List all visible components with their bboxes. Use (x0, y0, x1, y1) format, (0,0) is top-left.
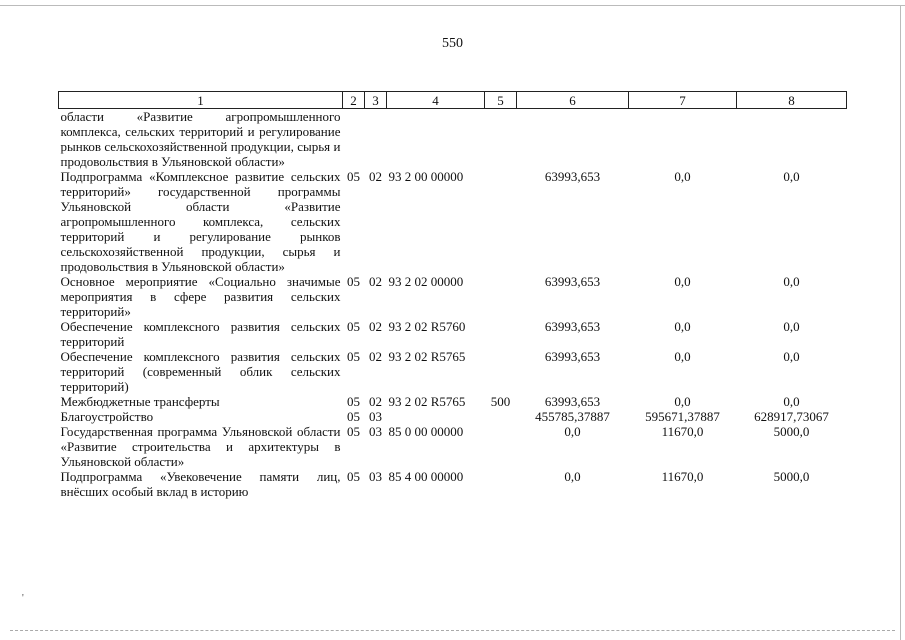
row-name: Подпрограмма «Комплексное развитие сельских территорий» государственной программы Ульяновской области «Развитие агропромышленного комплекса, сельских территорий и регулирование рынков сельскохозяйственной продукции, сырья и продовольствия в Ульяновской области» (60, 169, 341, 274)
amount-col8: 0,0 (783, 394, 800, 409)
expense-type-code (485, 274, 517, 319)
subsection-code (365, 109, 387, 170)
amount-col6: 63993,653 (544, 319, 601, 334)
scan-edge-bottom (10, 630, 895, 631)
page-number: 550 (442, 36, 463, 51)
amount-col8: 5000,0 (773, 424, 810, 439)
amount-col7: 595671,37887 (645, 409, 720, 424)
expense-type-code (485, 424, 517, 469)
table-row (59, 349, 847, 394)
amount-col7: 11670,0 (661, 469, 704, 484)
row-name: Государственная программа Ульяновской области «Развитие строительства и архитектуры в Ульяновской области» (60, 424, 341, 469)
amount-col6: 0,0 (564, 469, 581, 484)
table-row (59, 274, 847, 319)
amount-col6: 63993,653 (544, 349, 601, 364)
amount-col6: 63993,653 (544, 394, 601, 409)
row-name: Подпрограмма «Увековечение памяти лиц, внёсших особый вклад в историю (60, 469, 341, 499)
amount-col8: 0,0 (783, 349, 800, 364)
subsection-code: 02 (369, 319, 382, 334)
scan-edge-right (900, 5, 901, 640)
column-header: 4 (387, 92, 485, 109)
target-article-code: 85 0 00 00000 (388, 424, 464, 439)
column-header: 3 (365, 92, 387, 109)
amount-col7: 0,0 (674, 349, 691, 364)
target-article-code: 93 2 02 00000 (388, 274, 464, 289)
amount-col8: 0,0 (783, 319, 800, 334)
section-code: 05 (347, 319, 360, 334)
row-name: Межбюджетные трансферты (60, 394, 220, 409)
expense-type-code (485, 109, 517, 170)
amount-col7 (629, 109, 737, 170)
expense-type-code (485, 409, 517, 424)
table-row (59, 424, 847, 469)
section-code: 05 (347, 394, 360, 409)
table-row (59, 169, 847, 274)
table-row (59, 109, 847, 170)
amount-col7: 0,0 (674, 319, 691, 334)
column-header: 8 (737, 92, 847, 109)
row-name: Благоустройство (60, 409, 154, 424)
amount-col7: 11670,0 (661, 424, 704, 439)
row-name: Обеспечение комплексного развития сельских территорий (60, 319, 341, 349)
section-code: 05 (347, 274, 360, 289)
scan-edge-top (0, 5, 905, 6)
amount-col7: 0,0 (674, 169, 691, 184)
amount-col6: 63993,653 (544, 169, 601, 184)
amount-col7: 0,0 (674, 394, 691, 409)
target-article-code (387, 409, 485, 424)
table-row (59, 394, 847, 409)
section-code (343, 109, 365, 170)
target-article-code: 93 2 02 R5765 (388, 349, 466, 364)
amount-col8 (737, 109, 847, 170)
amount-col6: 455785,37887 (535, 409, 610, 424)
row-name: Обеспечение комплексного развития сельских территорий (современный облик сельских территорий) (60, 349, 341, 394)
amount-col6: 0,0 (564, 424, 581, 439)
column-header: 2 (343, 92, 365, 109)
amount-col8: 628917,73067 (754, 409, 829, 424)
column-header: 1 (59, 92, 343, 109)
scan-mark: ' (22, 593, 24, 604)
amount-col6: 63993,653 (544, 274, 601, 289)
section-code: 05 (347, 424, 360, 439)
section-code: 05 (347, 409, 360, 424)
subsection-code: 02 (369, 394, 382, 409)
subsection-code: 02 (369, 169, 382, 184)
amount-col7: 0,0 (674, 274, 691, 289)
column-header: 6 (517, 92, 629, 109)
section-code: 05 (347, 169, 360, 184)
amount-col8: 0,0 (783, 274, 800, 289)
subsection-code: 03 (369, 469, 382, 484)
row-name: области «Развитие агропромышленного комплекса, сельских территорий и регулирование рынков сельскохозяйственной продукции, сырья и продовольствия в Ульяновской области» (60, 109, 341, 169)
expense-type-code: 500 (490, 394, 511, 409)
expense-type-code (485, 349, 517, 394)
expense-type-code (485, 469, 517, 499)
amount-col8: 5000,0 (773, 469, 810, 484)
table-row (59, 409, 847, 424)
column-header: 7 (629, 92, 737, 109)
expense-type-code (485, 169, 517, 274)
target-article-code: 93 2 02 R5760 (388, 319, 466, 334)
amount-col6 (517, 109, 629, 170)
section-code: 05 (347, 349, 360, 364)
target-article-code: 93 2 02 R5765 (388, 394, 466, 409)
table-row (59, 319, 847, 349)
subsection-code: 03 (369, 409, 382, 424)
budget-table (58, 91, 847, 499)
expense-type-code (485, 319, 517, 349)
section-code: 05 (347, 469, 360, 484)
amount-col8: 0,0 (783, 169, 800, 184)
target-article-code (387, 109, 485, 170)
subsection-code: 03 (369, 424, 382, 439)
column-header: 5 (485, 92, 517, 109)
table-header-row (59, 92, 847, 109)
target-article-code: 85 4 00 00000 (388, 469, 464, 484)
subsection-code: 02 (369, 274, 382, 289)
subsection-code: 02 (369, 349, 382, 364)
table-row (59, 469, 847, 499)
row-name: Основное мероприятие «Социально значимые мероприятия в сфере развития сельских территорий» (60, 274, 341, 319)
target-article-code: 93 2 00 00000 (388, 169, 464, 184)
